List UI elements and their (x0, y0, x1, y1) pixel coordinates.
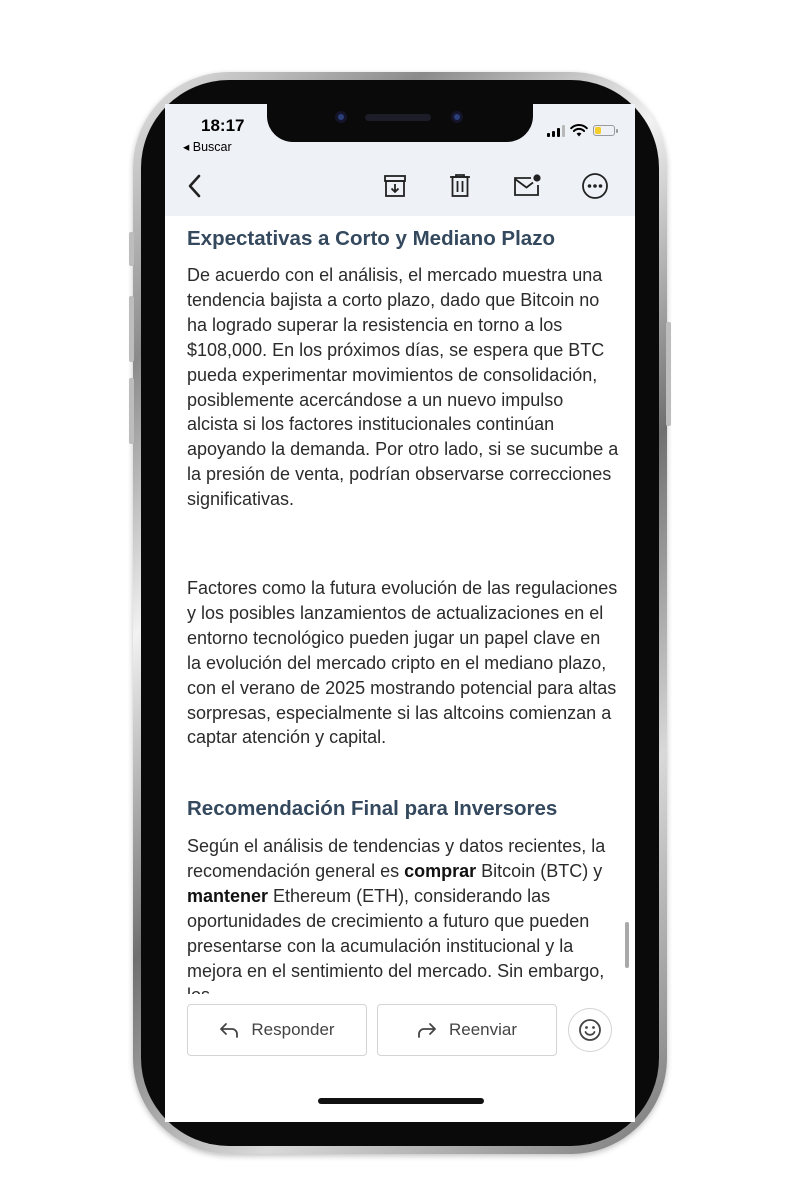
signal-icon (547, 125, 565, 137)
forward-arrow-icon (417, 1022, 437, 1038)
email-body (187, 216, 619, 994)
email-paragraph: De acuerdo con el análisis, el mercado muestra una tendencia bajista a corto plazo, dado que Bitcoin no ha logrado superar la resistencia en torno a los $108,000. En los próximos días, se espera que BTC pueda experimentar movimientos de consolidación, posiblemente acercándose a un nuevo impulso alcista si los factores institucionales continúan apoyando la demanda. Por otro lado, si se sucumbe a la presión de venta, podrían observarse correcciones significativas. (187, 265, 619, 510)
emoji-reaction-button[interactable] (568, 1008, 612, 1052)
power-button (666, 322, 671, 426)
section-heading: Recomendación Final para Inversores (187, 797, 558, 820)
emphasis-buy: comprar (404, 860, 477, 881)
mail-toolbar (165, 164, 635, 208)
status-time: 18:17 (201, 116, 245, 135)
battery-icon (593, 125, 615, 136)
front-camera (335, 111, 347, 123)
wifi-icon (570, 124, 588, 137)
forward-button[interactable] (377, 1004, 557, 1056)
phone-screen (165, 104, 635, 1122)
forward-label: Reenviar (448, 1020, 518, 1039)
reply-label: Responder (251, 1020, 335, 1039)
reply-button[interactable] (187, 1004, 367, 1056)
home-indicator[interactable] (318, 1098, 484, 1104)
status-indicators (547, 124, 615, 137)
more-icon[interactable] (579, 170, 611, 202)
notch (267, 104, 533, 142)
mute-switch (129, 232, 134, 266)
email-paragraph: Según el análisis de tendencias y datos recientes, la recomendación general es comprar Bitcoin (BTC) y mantener Ethereum (ETH), considerando las oportunidades de crecimiento a futuro que pueden presentarse con la acumulación institucional y la mejora en el sentimiento del mercado. Sin embargo, (187, 836, 606, 981)
scrollbar[interactable] (625, 922, 629, 968)
smiley-icon (578, 1018, 602, 1042)
section-heading: Expectativas a Corto y Mediano Plazo (187, 227, 555, 250)
back-chevron-icon[interactable] (179, 170, 211, 202)
emphasis-hold: mantener (187, 885, 269, 906)
volume-down-button (129, 378, 134, 444)
earpiece-speaker (365, 114, 431, 121)
reply-arrow-icon (219, 1022, 239, 1038)
email-paragraph: Factores como la futura evolución de las regulaciones y los posibles lanzamientos de actualizaciones en el entorno tecnológico pueden jugar un papel clave en la evolución del mercado cripto en el mediano plazo, con el verano de 2025 mostrando potencial para altas sorpresas, especialmente si las altcoins comienzan a captar atención y capital. (187, 578, 618, 748)
archive-icon[interactable] (379, 170, 411, 202)
trash-icon[interactable] (444, 170, 476, 202)
mark-unread-icon[interactable] (511, 170, 543, 202)
back-to-search-link[interactable]: ◂ Buscar (183, 140, 232, 154)
volume-up-button (129, 296, 134, 362)
face-id-sensor (451, 111, 463, 123)
